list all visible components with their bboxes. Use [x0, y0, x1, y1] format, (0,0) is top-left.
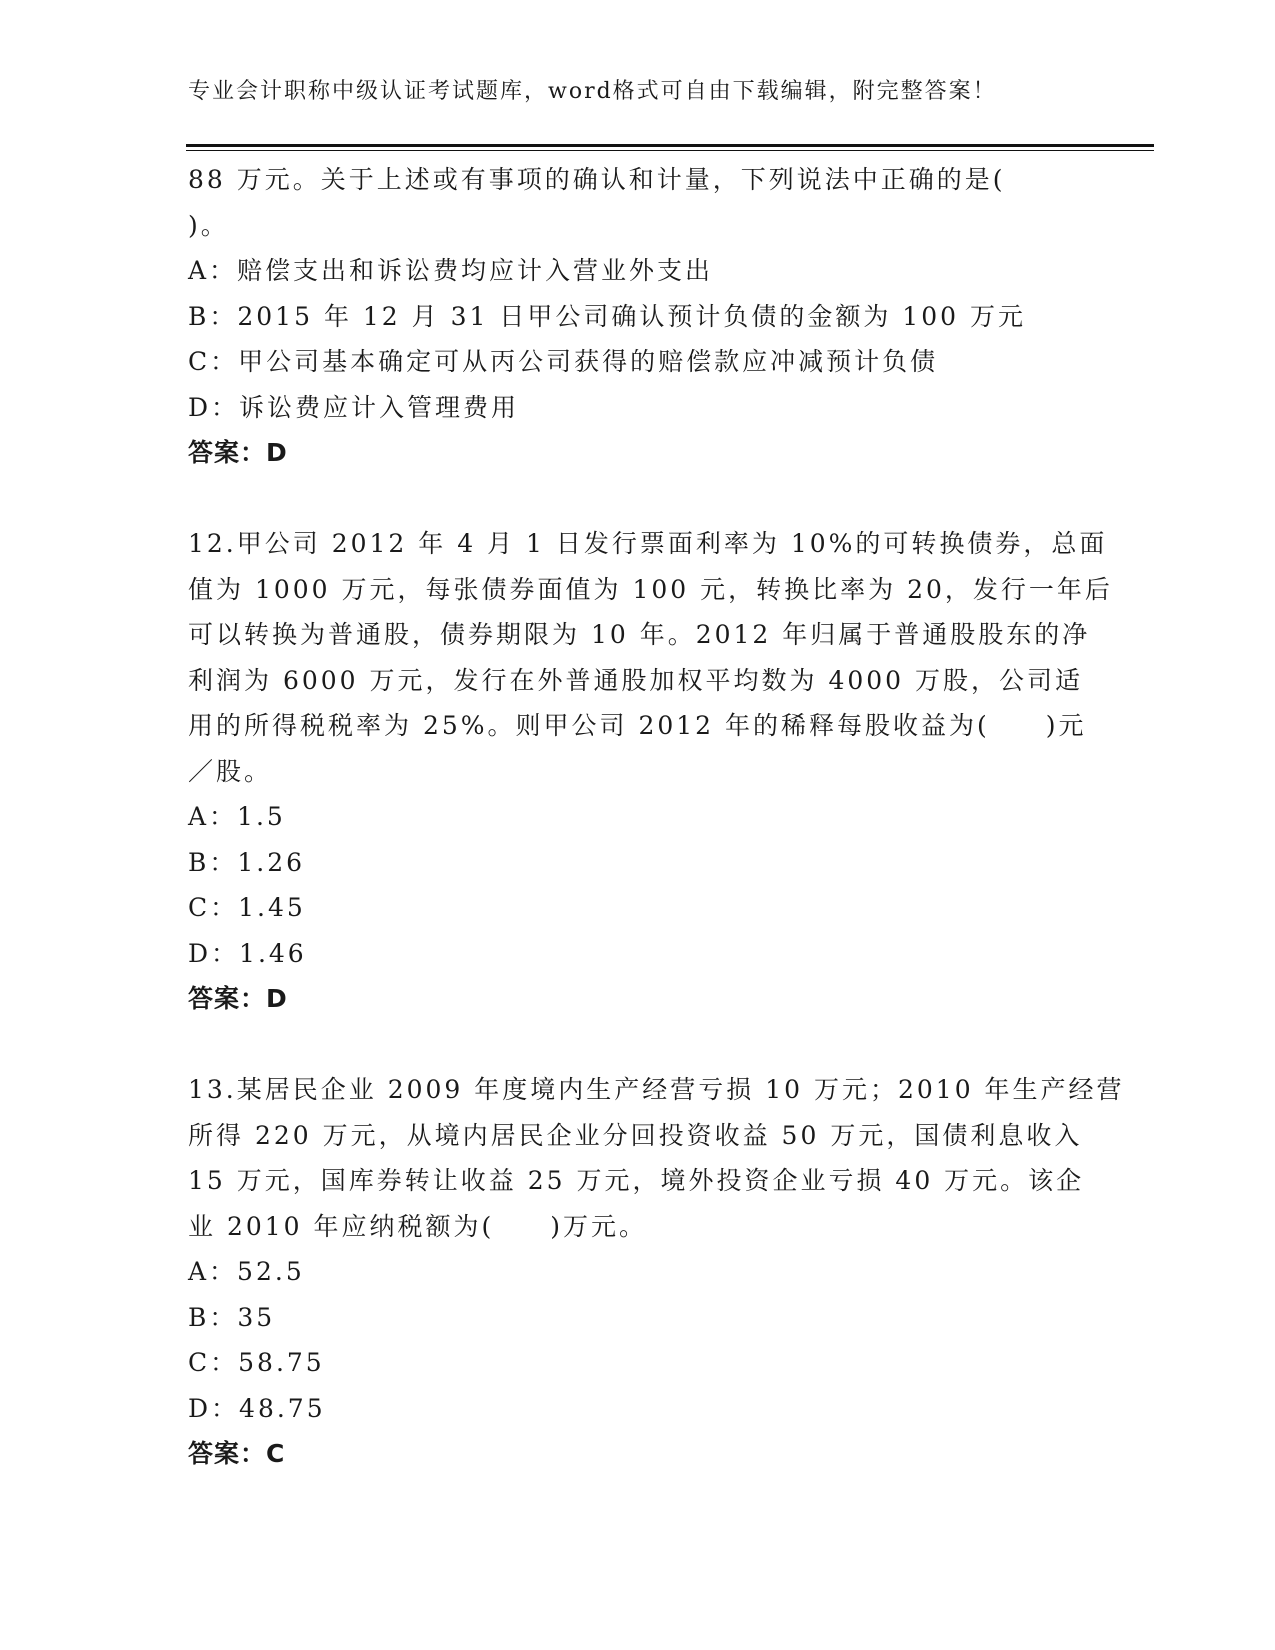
option-d: D：48.75	[188, 1393, 326, 1423]
option-a: A：1.5	[188, 802, 286, 831]
option-c: C：1.45	[188, 893, 306, 922]
question-text-line: 值为 1000 万元，每张债券面值为 100 元，转换比率为 20，发行一年后	[188, 574, 1113, 604]
option-d: D：1.46	[188, 938, 307, 968]
question-text-line: 可以转换为普通股，债券期限为 10 年。2012 年归属于普通股股东的净	[188, 620, 1091, 649]
option-c: C：58.75	[188, 1348, 325, 1377]
option-b: B：1.26	[188, 847, 306, 877]
question-12	[188, 521, 1113, 1022]
answer-label: 答案：D	[188, 984, 288, 1013]
option-b: B：2015 年 12 月 31 日甲公司确认预计负债的金额为 100 万元	[188, 301, 1026, 331]
question-11	[188, 157, 1088, 476]
header-rule-thick	[186, 144, 1154, 147]
question-spacer	[188, 1022, 1088, 1068]
question-text-line: 12.甲公司 2012 年 4 月 1 日发行票面利率为 10%的可转换债券，总面	[188, 529, 1108, 558]
answer-label: 答案：D	[188, 438, 288, 467]
question-text-line: 所得 220 万元，从境内居民企业分回投资收益 50 万元，国债利息收入	[188, 1120, 1083, 1150]
question-text-line: 用的所得税税率为 25%。则甲公司 2012 年的稀释每股收益为( )元	[188, 711, 1087, 740]
question-text-line: 利润为 6000 万元，发行在外普通股加权平均数为 4000 万股，公司适	[188, 665, 1084, 695]
question-text-line: 业 2010 年应纳税额为( )万元。	[188, 1211, 648, 1241]
option-b: B：35	[188, 1302, 276, 1332]
answer-label: 答案：C	[188, 1439, 286, 1468]
document-header: 专业会计职称中级认证考试题库，word格式可自由下载编辑，附完整答案！	[188, 79, 997, 104]
question-text-line: 88 万元。关于上述或有事项的确认和计量，下列说法中正确的是(	[188, 165, 1006, 194]
question-text-line: ／股。	[188, 756, 273, 786]
question-text-line: )。	[188, 210, 229, 240]
option-c: C：甲公司基本确定可从丙公司获得的赔偿款应冲减预计负债	[188, 347, 939, 376]
question-13	[188, 1067, 1125, 1477]
document-body	[188, 157, 1125, 1477]
option-d: D：诉讼费应计入管理费用	[188, 392, 520, 422]
question-text-line: 13.某居民企业 2009 年度境内生产经营亏损 10 万元；2010 年生产经营	[188, 1075, 1125, 1104]
header-rule-thin	[186, 150, 1154, 151]
question-spacer	[188, 476, 1088, 522]
option-a: A：52.5	[188, 1257, 305, 1286]
question-text-line: 15 万元，国库券转让收益 25 万元，境外投资企业亏损 40 万元。该企	[188, 1166, 1085, 1195]
option-a: A：赔偿支出和诉讼费均应计入营业外支出	[188, 256, 714, 285]
